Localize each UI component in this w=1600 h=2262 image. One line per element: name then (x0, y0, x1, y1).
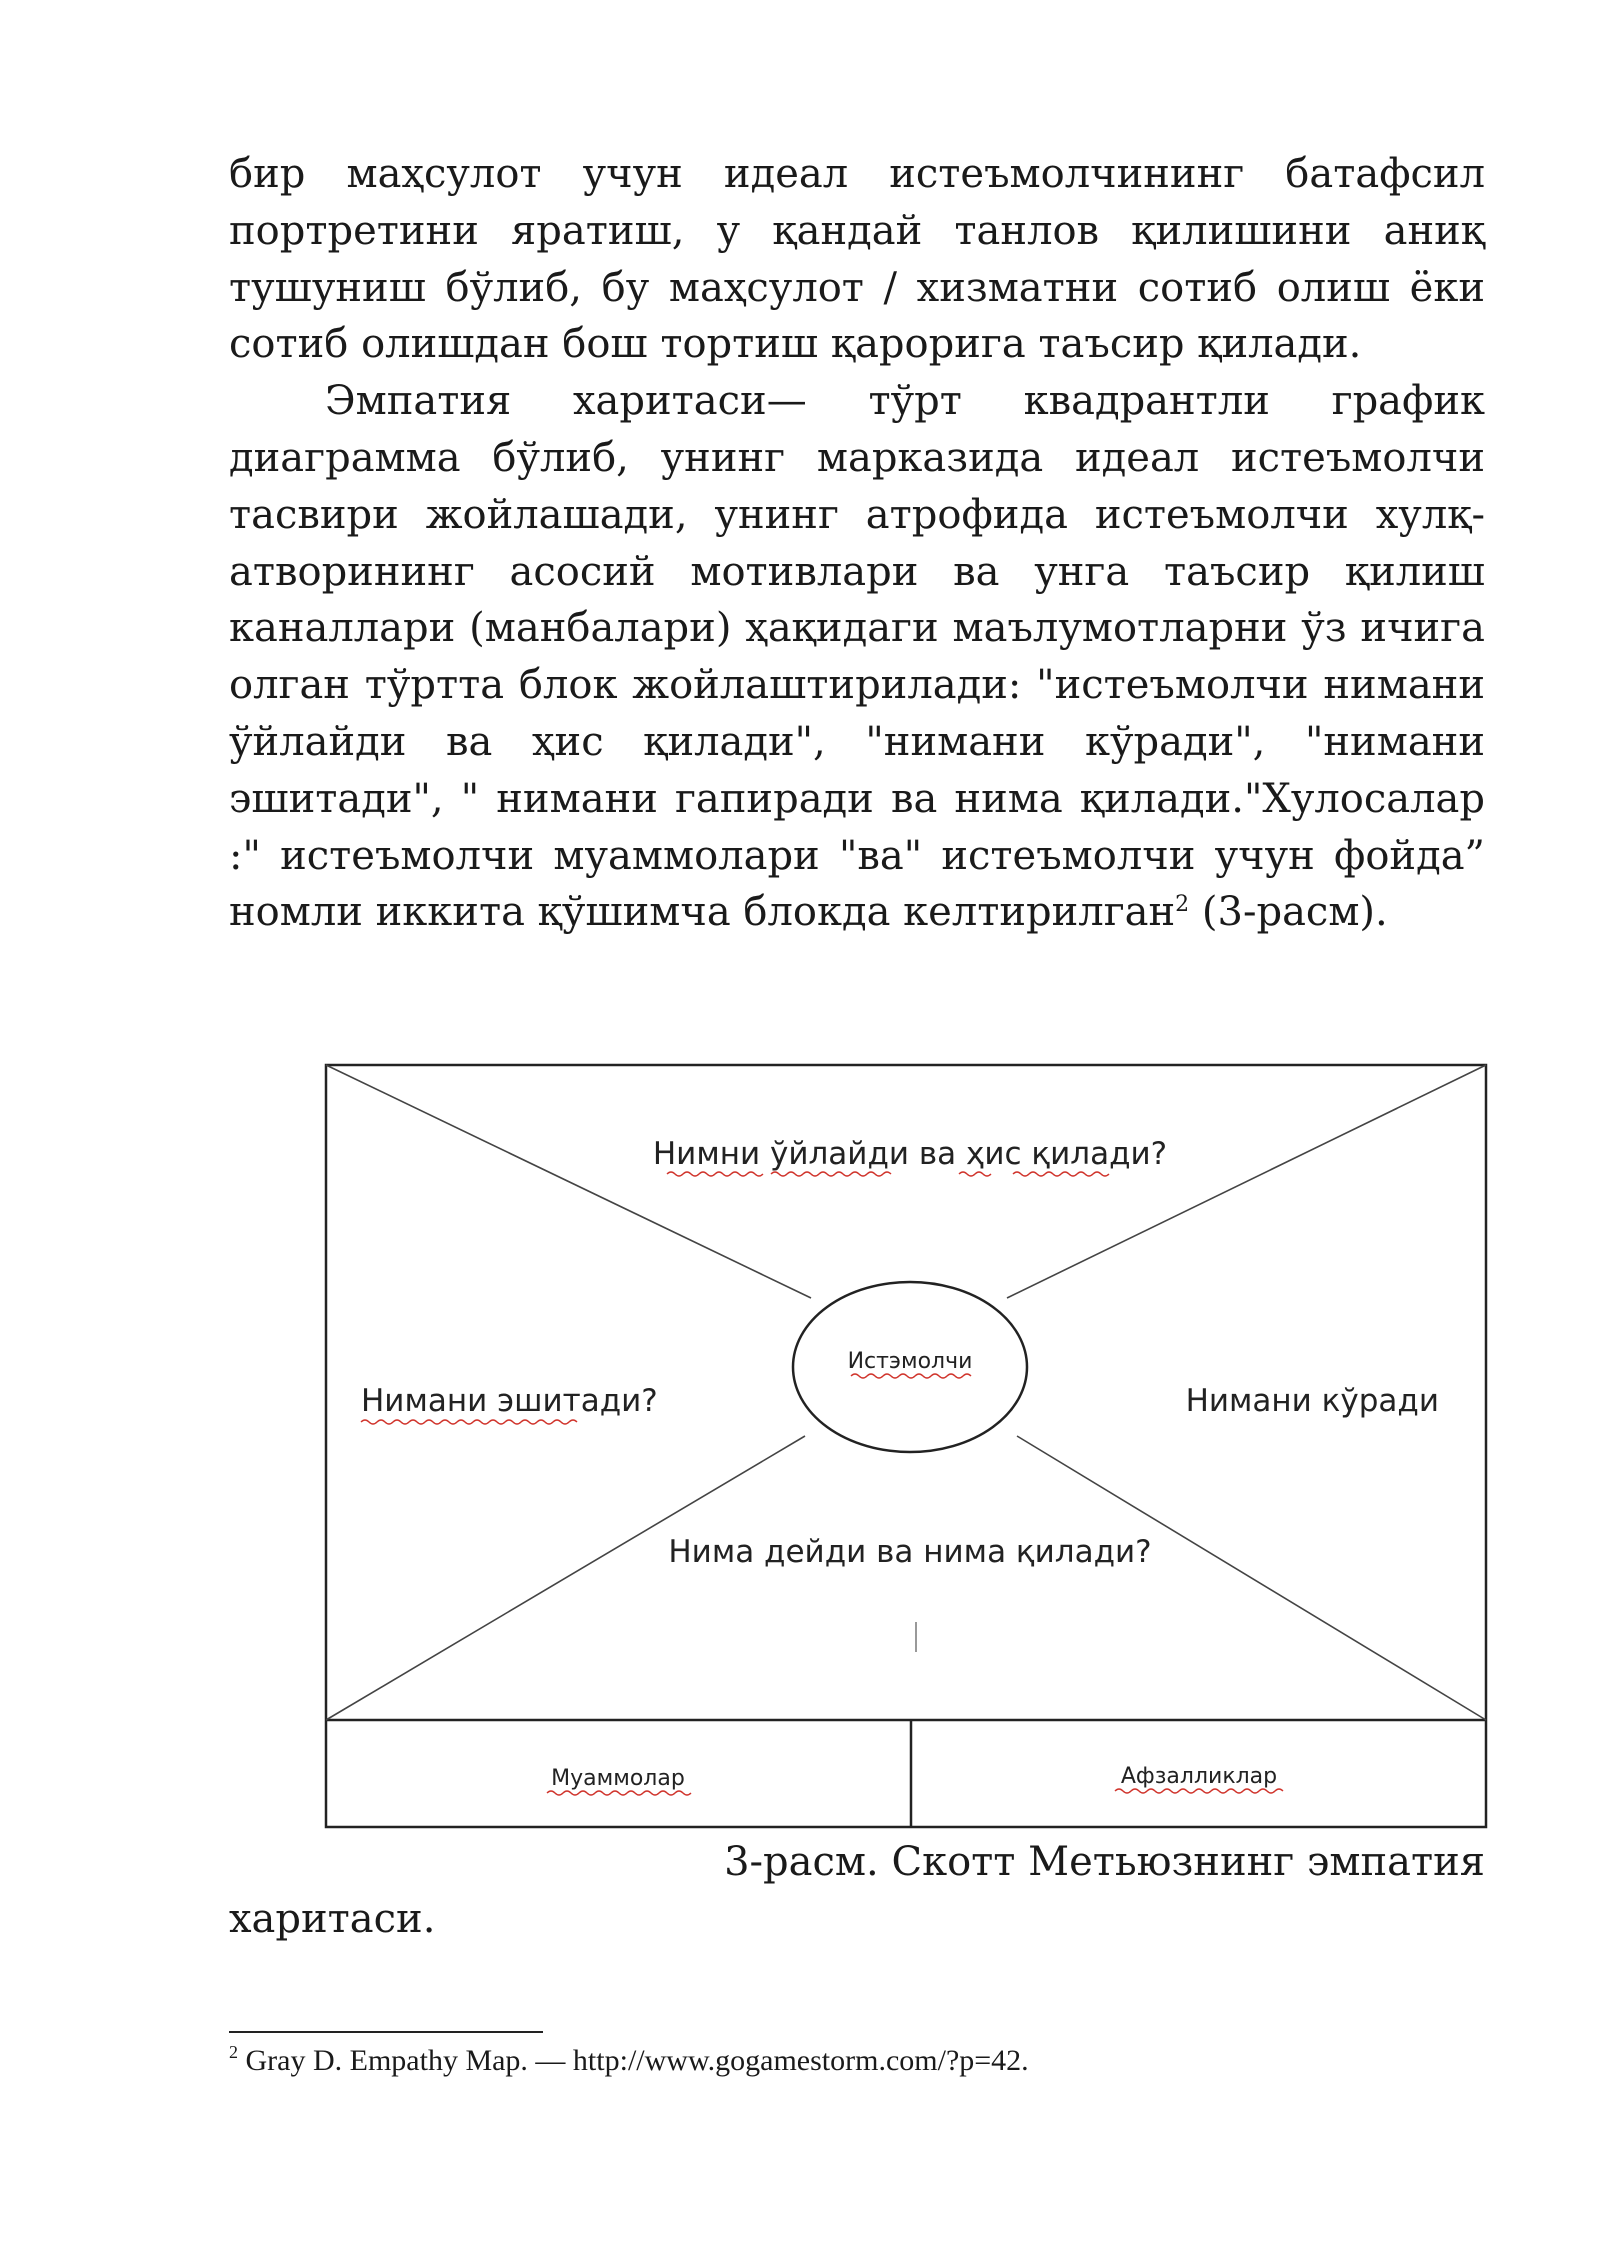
diagonal-top-right (1007, 1065, 1486, 1298)
footnote-number: 2 (229, 2042, 238, 2062)
footnote (229, 2043, 1485, 2079)
footnote-text: Gray D. Empathy Map. — http://www.gogamestorm.com/?p=42. (238, 2044, 1029, 2077)
label-says-does: Нима дейди ва нима қилади? (668, 1534, 1152, 1570)
diagonal-bottom-right (1017, 1436, 1486, 1720)
squiggle-8 (1115, 1789, 1283, 1793)
figure-caption (229, 1834, 1485, 1948)
paragraph-1: бир маҳсулот учун идеал истеъмолчининг батафсил портретини яратиш, у қандай танлов қилишини аниқ тушуниш бўлиб, бу маҳсулот / хизматни сотиб олиш ёки сотиб олишдан бош тортиш қарорига таъсир қилади. (229, 151, 1485, 368)
squiggle-5 (361, 1420, 577, 1424)
label-thinks-feels: Нимни ўйлайди ва ҳис қилади? (652, 1136, 1168, 1172)
paragraph-2-tail: (3-расм). (1189, 889, 1388, 936)
paragraph-2-text: Эмпатия харитаси— тўрт квадрантли график диаграмма бўлиб, унинг марказида идеал истеъмолчи тасвири жойлашади, унинг атрофида истеъмолчи хулқ-атворининг асосий мотивлари ва унга таъсир қилиш каналлари (манбалари) ҳақидаги маълумотларни ўз ичига олган тўртта блок жойлаштирилади: "истеъмолчи нимани ўйлайди ва ҳис қилади", "нимани кўради", "нимани эшитади", " нимани гапиради ва нима қилади."Хулосалар :" истеъмолчи муаммолари "ва" истеъмолчи учун фойда” номли иккита қўшимча блокда келтирилган (229, 378, 1485, 936)
caption-line-2: харитаси. (229, 1895, 436, 1942)
squiggle-3 (959, 1172, 991, 1176)
label-hears: Нимани эшитади? (361, 1383, 658, 1419)
label-gains: Афзалликлар (1120, 1764, 1278, 1789)
caption-line-1: 3-расм. Скотт Метьюзнинг эмпатия (724, 1839, 1485, 1885)
empathy-map-figure (323, 1062, 1491, 1832)
diagonal-top-left (326, 1065, 811, 1298)
label-pains: Муаммолар (551, 1766, 685, 1791)
squiggle-2 (771, 1172, 891, 1176)
squiggle-1 (667, 1172, 763, 1176)
footnote-separator (229, 2031, 543, 2033)
footnote-reference[interactable]: 2 (1175, 892, 1190, 918)
diagonal-bottom-left (326, 1436, 805, 1720)
empathy-map-diagram (323, 1062, 1491, 1832)
label-sees: Нимани кўради (1185, 1383, 1439, 1419)
body-text (229, 146, 1485, 941)
squiggle-4 (1013, 1172, 1109, 1176)
label-consumer: Истэмолчи (847, 1349, 973, 1374)
paragraph-2 (229, 373, 1485, 941)
squiggle-7 (547, 1791, 691, 1795)
spellcheck-underlines (361, 1172, 1283, 1795)
